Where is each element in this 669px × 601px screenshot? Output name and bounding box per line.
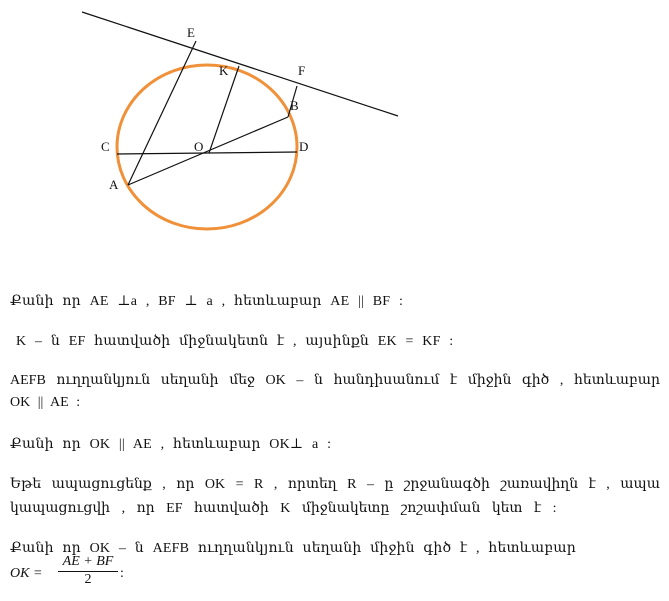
geometry-figure: [0, 0, 669, 245]
statement-3: AEFB ուղղանկյուն սեղանի մեջ OK – ն հանդիսանում է միջին գիծ , հետևաբար: [10, 373, 660, 388]
statement-5-cont: կապացուցվի , որ EF հատվածի K միջնակետը շոշափման կետ է :: [10, 501, 557, 516]
statement-5: Եթե ապացուցենք , որ OK = R , որտեղ R – ը շրջանագծի շառավիղն է , ապա: [10, 477, 660, 492]
label-B: B: [290, 98, 299, 113]
formula-lhs: OK =: [10, 566, 43, 581]
label-F: F: [298, 63, 306, 78]
label-A: A: [109, 177, 119, 192]
segment-AB: [128, 117, 288, 185]
statement-6: Քանի որ OK – ն AEFB ուղղանկյուն սեղանի միջին գիծ է , հետևաբար: [10, 541, 576, 556]
formula-fraction: [58, 554, 118, 588]
formula-end: :: [120, 566, 124, 581]
label-C: C: [101, 139, 110, 154]
statement-4: Քանի որ OK || AE , հետևաբար OK⊥ a :: [10, 437, 332, 452]
label-O: O: [194, 139, 204, 154]
circle: [117, 65, 297, 229]
label-K: K: [219, 63, 229, 78]
statement-1: Քանի որ AE ⊥a , BF ⊥ a , հետևաբար AE || BF :: [10, 294, 404, 309]
segment-AE: [128, 41, 196, 185]
label-D: D: [299, 139, 309, 154]
formula-numerator: AE + BF: [58, 554, 118, 572]
line-a: [82, 12, 398, 116]
statement-2: K – ն EF հատվածի միջնակետն է , այսինքն EK = KF :: [16, 334, 454, 349]
formula-denominator: 2: [84, 572, 92, 587]
statement-3-cont: OK || AE :: [10, 395, 81, 410]
label-E: E: [187, 25, 195, 40]
